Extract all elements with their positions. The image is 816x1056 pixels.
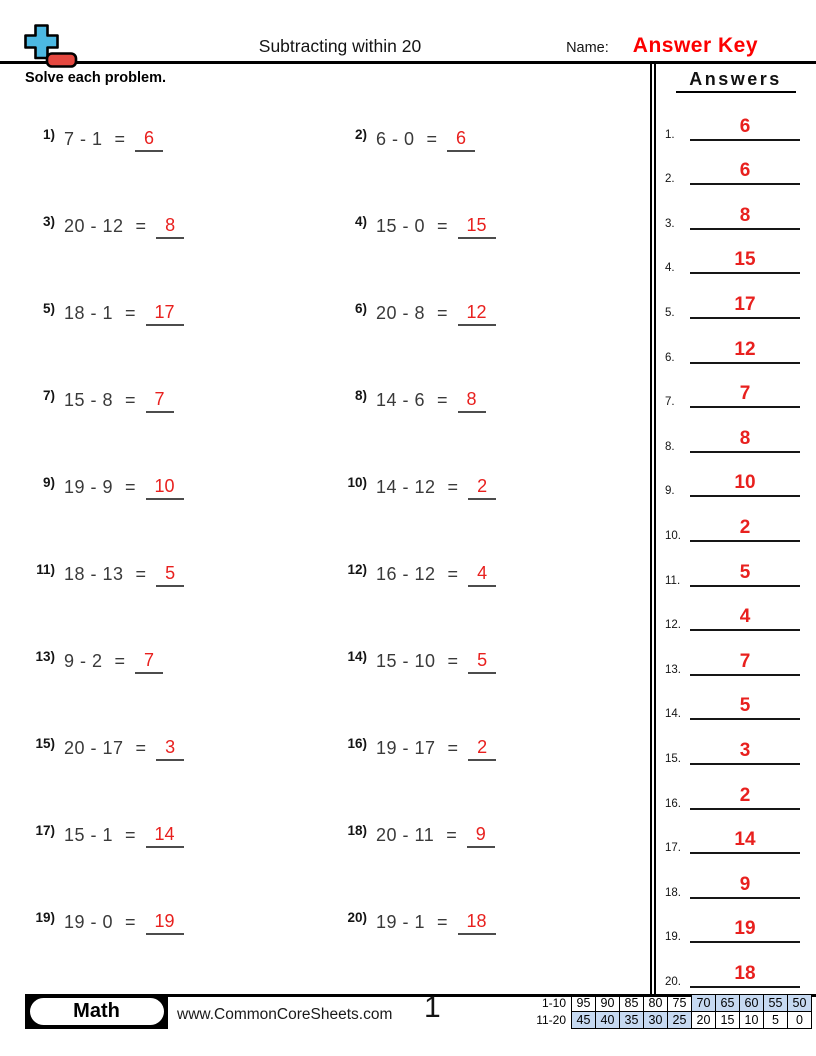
name-label: Name: — [566, 40, 609, 56]
problem-number: 13) — [35, 649, 55, 664]
problem — [337, 270, 650, 357]
answer-row — [665, 322, 806, 367]
problem-number: 15) — [35, 736, 55, 751]
answer-line: 6 — [690, 161, 800, 185]
answer-row — [665, 590, 806, 635]
answer-line: 2 — [690, 786, 800, 810]
answer-line: 17 — [690, 295, 800, 319]
answer-number: 9. — [665, 485, 675, 498]
score-cell: 70 — [692, 995, 716, 1012]
score-cell: 55 — [764, 995, 788, 1012]
problem-expression: 19 - 17 — [376, 738, 436, 758]
problem-expression: 14 - 12 — [376, 477, 436, 497]
answer-key-text: Answer Key — [632, 34, 758, 57]
equals-sign: = — [125, 912, 136, 932]
answer-row — [665, 144, 806, 189]
equals-sign: = — [125, 825, 136, 845]
answer-line: 8 — [690, 429, 800, 453]
answer-number: 13. — [665, 663, 681, 676]
answer-line: 7 — [690, 652, 800, 676]
problem-answer-blank: 2 — [468, 737, 496, 761]
answer-line: 18 — [690, 964, 800, 988]
equals-sign: = — [437, 303, 448, 323]
problem-answer-blank: 5 — [468, 650, 496, 674]
problem-answer-blank: 7 — [135, 650, 163, 674]
problem-expression: 20 - 17 — [64, 738, 124, 758]
answer-number: 17. — [665, 842, 681, 855]
answer-row — [665, 723, 806, 768]
answer-number: 19. — [665, 931, 681, 944]
problem — [25, 357, 337, 444]
answer-row — [665, 634, 806, 679]
problem-expression: 18 - 13 — [64, 564, 124, 584]
problem-answer-blank: 6 — [135, 128, 163, 152]
answer-row — [665, 902, 806, 947]
answer-number: 6. — [665, 351, 675, 364]
answer-row — [665, 500, 806, 545]
answer-number: 11. — [665, 574, 681, 587]
problem-expression: 15 - 0 — [376, 216, 426, 236]
answer-line: 10 — [690, 473, 800, 497]
score-cell: 95 — [572, 995, 596, 1012]
score-cell: 85 — [620, 995, 644, 1012]
answer-row — [665, 277, 806, 322]
answer-line: 4 — [690, 607, 800, 631]
problem — [337, 183, 650, 270]
subject-label: Math — [73, 1000, 120, 1022]
problem — [25, 792, 337, 879]
problems-area — [0, 64, 650, 994]
equals-sign: = — [114, 651, 126, 671]
problem-number: 14) — [347, 649, 367, 664]
website-url: www.CommonCoreSheets.com — [177, 1006, 393, 1023]
problem-number: 18) — [347, 823, 367, 838]
equals-sign: = — [125, 390, 136, 410]
answer-row — [665, 99, 806, 144]
equals-sign: = — [447, 738, 459, 758]
page-body — [0, 64, 816, 994]
equals-sign: = — [437, 216, 448, 236]
answer-row — [665, 545, 806, 590]
problem-answer-blank: 3 — [156, 737, 184, 761]
instructions-text: Solve each problem. — [25, 70, 167, 86]
score-cell: 50 — [788, 995, 812, 1012]
problem-number: 20) — [347, 910, 367, 925]
problem-answer-blank: 4 — [468, 563, 496, 587]
answer-row — [665, 233, 806, 278]
problem-answer-blank: 18 — [458, 911, 496, 935]
answer-line: 9 — [690, 875, 800, 899]
equals-sign: = — [125, 477, 136, 497]
problem — [25, 618, 337, 705]
problem — [25, 531, 337, 618]
problem-expression: 16 - 12 — [376, 564, 436, 584]
problem-expression: 15 - 10 — [376, 651, 436, 671]
answer-line: 3 — [690, 741, 800, 765]
problem-number: 16) — [347, 736, 367, 751]
problem — [337, 792, 650, 879]
problem-answer-blank: 5 — [156, 563, 184, 587]
score-row-label: 11-20 — [536, 1013, 566, 1027]
answer-number: 3. — [665, 217, 675, 230]
problems-grid — [25, 96, 650, 966]
subject-badge — [25, 994, 168, 1029]
score-cell: 20 — [692, 1012, 716, 1029]
problem-number: 2) — [354, 127, 367, 142]
score-row — [530, 995, 812, 1012]
problem-number: 1) — [42, 127, 55, 142]
answer-number: 5. — [665, 306, 675, 319]
score-row-label: 1-10 — [541, 996, 566, 1010]
problem-number: 12) — [347, 562, 367, 577]
problem — [337, 618, 650, 705]
equals-sign: = — [447, 651, 459, 671]
score-cell: 80 — [644, 995, 668, 1012]
equals-sign: = — [114, 129, 126, 149]
problem — [25, 270, 337, 357]
subject-badge-pill — [30, 998, 164, 1025]
equals-sign: = — [135, 216, 147, 236]
answer-number: 1. — [665, 128, 675, 141]
score-cell: 30 — [644, 1012, 668, 1029]
problem — [25, 444, 337, 531]
problem-answer-blank: 7 — [146, 389, 174, 413]
answer-row — [665, 946, 806, 991]
answers-panel — [650, 64, 816, 994]
problem-expression: 19 - 1 — [376, 912, 426, 932]
problem-answer-blank: 10 — [146, 476, 184, 500]
answer-line: 14 — [690, 830, 800, 854]
problem — [337, 444, 650, 531]
score-cell: 75 — [668, 995, 692, 1012]
answer-row — [665, 456, 806, 501]
answer-row — [665, 411, 806, 456]
problem-number: 7) — [42, 388, 55, 403]
equals-sign: = — [447, 477, 459, 497]
problem-number: 4) — [354, 214, 367, 229]
problem-answer-blank: 15 — [458, 215, 496, 239]
answer-line: 2 — [690, 518, 800, 542]
problem — [337, 357, 650, 444]
problem-answer-blank: 8 — [156, 215, 184, 239]
answer-row — [665, 679, 806, 724]
problem — [25, 705, 337, 792]
answer-number: 16. — [665, 797, 681, 810]
answer-line: 5 — [690, 563, 800, 587]
answer-row — [665, 813, 806, 858]
score-cell: 35 — [620, 1012, 644, 1029]
problem-answer-blank: 14 — [146, 824, 184, 848]
score-table-body — [530, 995, 812, 1029]
answer-row — [665, 188, 806, 233]
equals-sign: = — [125, 303, 136, 323]
problem — [337, 879, 650, 966]
problem — [25, 183, 337, 270]
worksheet-title: Subtracting within 20 — [258, 36, 422, 56]
problem-expression: 20 - 8 — [376, 303, 426, 323]
problem-answer-blank: 9 — [467, 824, 495, 848]
answers-list — [665, 93, 806, 994]
score-cell: 0 — [788, 1012, 812, 1029]
answer-number: 20. — [665, 975, 681, 988]
answer-number: 10. — [665, 529, 681, 542]
problem — [337, 705, 650, 792]
answer-line: 19 — [690, 919, 800, 943]
equals-sign: = — [437, 390, 448, 410]
score-cell: 15 — [716, 1012, 740, 1029]
answer-number: 15. — [665, 752, 681, 765]
problem-expression: 7 - 1 — [64, 129, 103, 149]
problem-number: 10) — [347, 475, 367, 490]
problem-answer-blank: 6 — [447, 128, 475, 152]
problem-expression: 19 - 9 — [64, 477, 114, 497]
problem-expression: 15 - 8 — [64, 390, 114, 410]
answer-number: 8. — [665, 440, 675, 453]
problem-answer-blank: 12 — [458, 302, 496, 326]
problem-number: 8) — [354, 388, 367, 403]
problem-number: 3) — [42, 214, 55, 229]
answer-number: 14. — [665, 708, 681, 721]
problem-answer-blank: 2 — [468, 476, 496, 500]
score-cell: 45 — [572, 1012, 596, 1029]
problem-expression: 20 - 11 — [376, 825, 435, 845]
score-cell: 40 — [596, 1012, 620, 1029]
problem-answer-blank: 17 — [146, 302, 184, 326]
problem-answer-blank: 8 — [458, 389, 486, 413]
problem-expression: 15 - 1 — [64, 825, 114, 845]
answer-number: 2. — [665, 173, 675, 186]
problem-expression: 6 - 0 — [376, 129, 415, 149]
problem — [337, 96, 650, 183]
answer-line: 7 — [690, 384, 800, 408]
equals-sign: = — [446, 825, 457, 845]
problem-number: 6) — [354, 301, 367, 316]
score-table — [530, 994, 813, 1029]
answer-line: 6 — [690, 117, 800, 141]
answer-number: 4. — [665, 262, 675, 275]
score-cell: 90 — [596, 995, 620, 1012]
equals-sign: = — [437, 912, 448, 932]
header — [0, 0, 816, 64]
problem — [25, 96, 337, 183]
problem — [25, 879, 337, 966]
answer-line: 12 — [690, 340, 800, 364]
score-cell: 65 — [716, 995, 740, 1012]
problem-expression: 20 - 12 — [64, 216, 124, 236]
footer — [0, 991, 816, 1053]
problem-answer-blank: 19 — [146, 911, 184, 935]
score-cell: 10 — [740, 1012, 764, 1029]
equals-sign: = — [426, 129, 438, 149]
answer-number: 12. — [665, 619, 681, 632]
answer-number: 7. — [665, 396, 675, 409]
problem-number: 11) — [36, 562, 55, 577]
problem-number: 5) — [42, 301, 55, 316]
answer-number: 18. — [665, 886, 681, 899]
equals-sign: = — [135, 564, 147, 584]
page-number: 1 — [424, 991, 441, 1024]
problem-expression: 9 - 2 — [64, 651, 103, 671]
answer-line: 15 — [690, 250, 800, 274]
answer-line: 5 — [690, 696, 800, 720]
problem-expression: 18 - 1 — [64, 303, 114, 323]
problem-number: 19) — [35, 910, 55, 925]
answer-row — [665, 768, 806, 813]
score-cell: 25 — [668, 1012, 692, 1029]
score-cell: 60 — [740, 995, 764, 1012]
name-row — [566, 34, 758, 58]
problem-expression: 19 - 0 — [64, 912, 114, 932]
answers-title: Answers — [676, 69, 796, 93]
answer-row — [665, 367, 806, 412]
answer-row — [665, 857, 806, 902]
answer-line: 8 — [690, 206, 800, 230]
problem-expression: 14 - 6 — [376, 390, 426, 410]
problem-number: 17) — [35, 823, 55, 838]
score-cell: 5 — [764, 1012, 788, 1029]
score-row — [530, 1012, 812, 1029]
problem-number: 9) — [42, 475, 55, 490]
problem — [337, 531, 650, 618]
equals-sign: = — [447, 564, 459, 584]
equals-sign: = — [135, 738, 147, 758]
